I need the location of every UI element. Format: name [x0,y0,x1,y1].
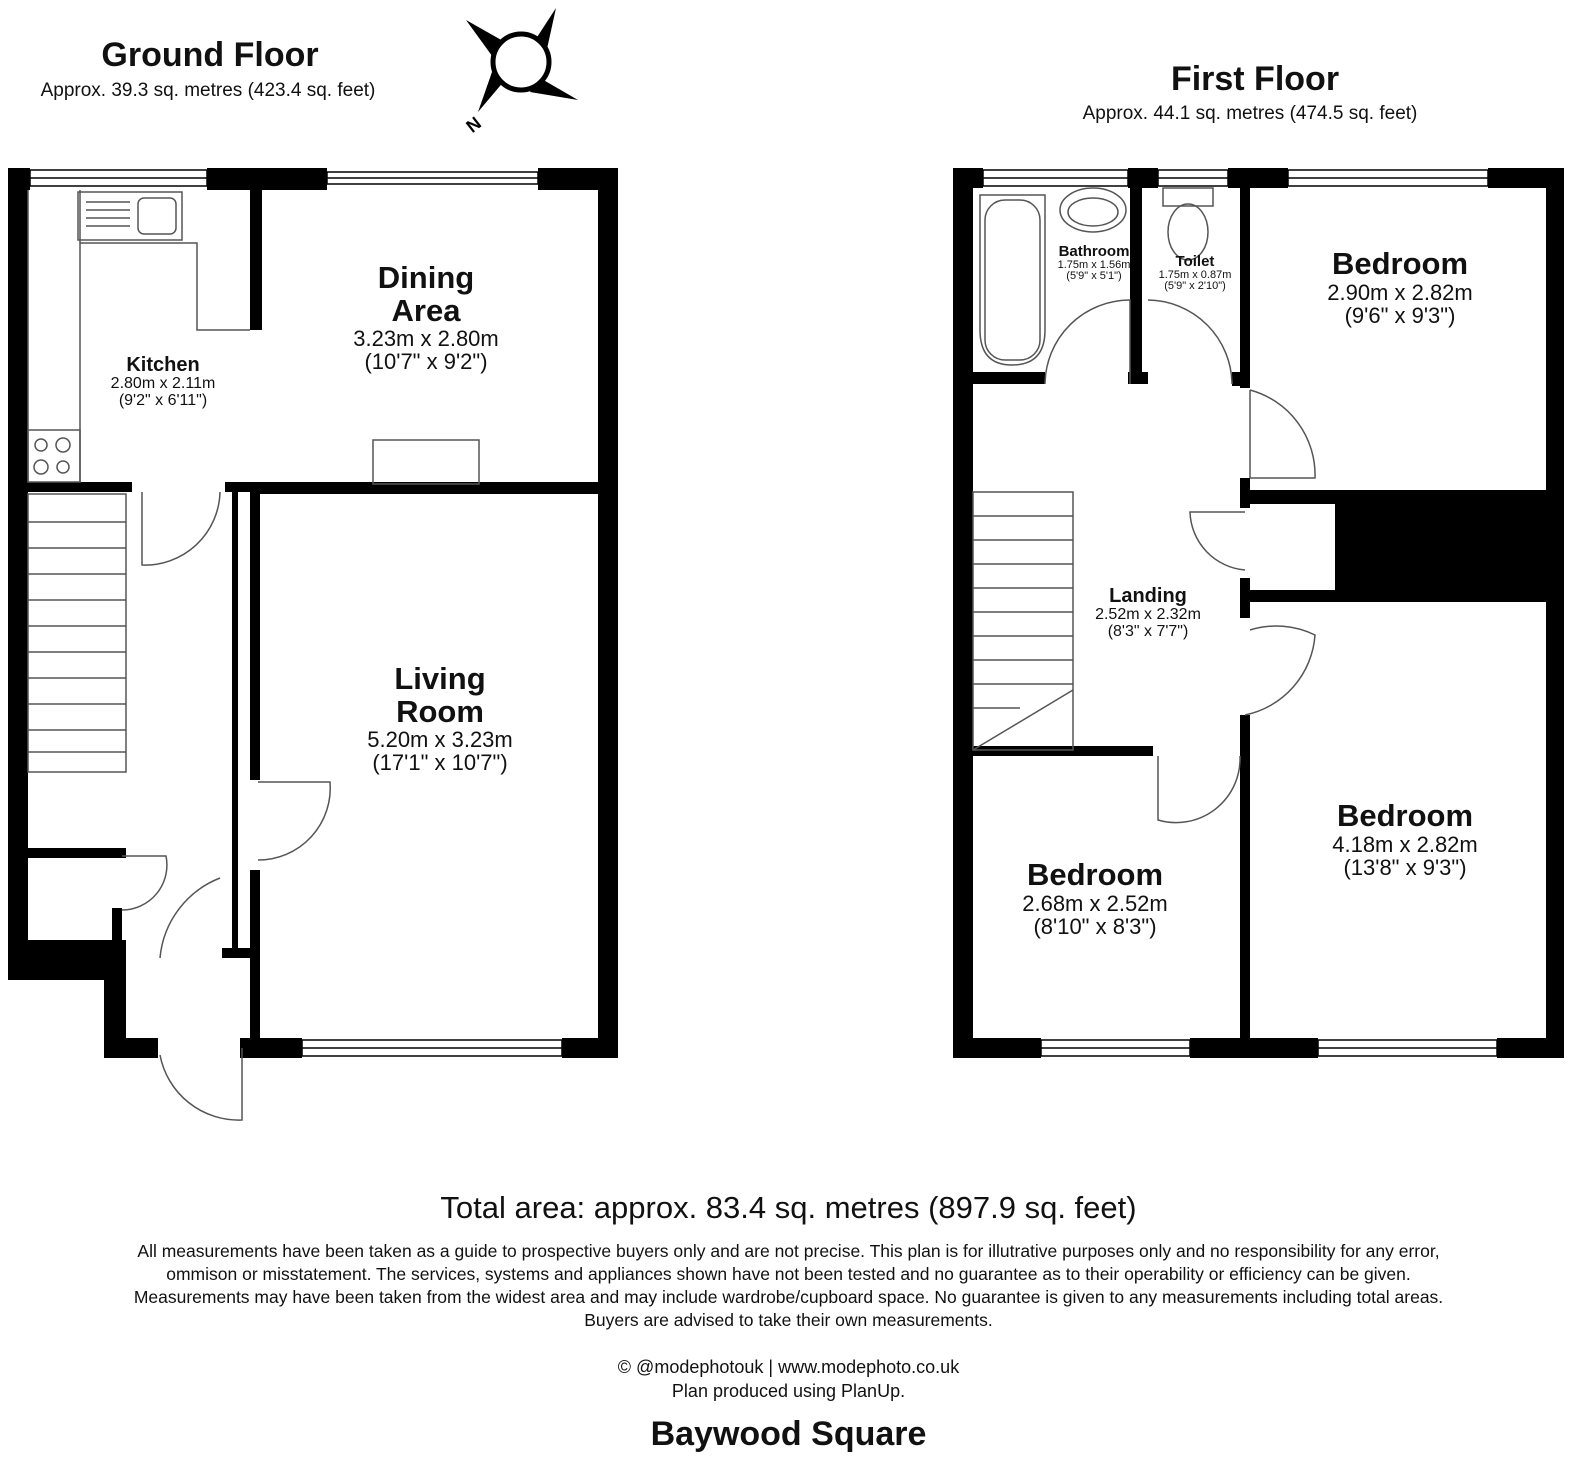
room-label-bedroom-top [1290,248,1510,327]
disclaimer-text: All measurements have been taken as a guide to prospective buyers only and are not precise. This plan is for illutrative purposes only and no responsibility for any error, ommison or misstatement. The services, systems and appliances shown have not been tested and no guarantee as to their operability or efficiency can be given. Measurements may have been taken from the widest area and may include wardrobe/cupboard space. No guarantee is given to any measurements including total areas. Buyers are advised to take their own measurements. [133,1241,1444,1330]
first-floor-fixtures [973,188,1315,823]
landing-imperial: (8'3" x 7'7") [1107,622,1189,640]
bedroom-top-name: Bedroom [1331,246,1469,281]
credit-line-1: © @modephotouk | www.modephoto.co.uk [617,1357,960,1377]
living-metric: 5.20m x 3.23m [367,727,513,753]
bedroom-left-metric: 2.68m x 2.52m [1022,890,1168,916]
room-label-dining-area [306,262,546,373]
first-floor-title: First Floor [1170,60,1340,98]
compass-north-label: N [462,112,486,137]
bathroom-imperial: (5'9" x 5'1") [1066,270,1122,283]
room-label-bedroom-left [985,859,1205,938]
room-label-living-room [320,663,560,774]
bathroom-metric: 1.75m x 1.56m [1057,258,1131,271]
compass-icon [462,8,578,137]
total-area: Total area: approx. 83.4 sq. metres (897.9 sq. feet) [440,1190,1137,1225]
bedroom-left-name: Bedroom [1026,857,1164,892]
bedroom-right-metric: 4.18m x 2.82m [1332,831,1478,857]
bedroom-left-imperial: (8'10" x 8'3") [1033,913,1157,939]
toilet-name: Toilet [1175,253,1215,270]
living-name-2: Room [396,693,484,729]
ground-floor-area: Approx. 39.3 sq. metres (423.4 sq. feet) [40,80,376,101]
toilet-imperial: (5'9" x 2'10") [1164,280,1226,293]
ground-floor-title: Ground Floor [101,36,319,74]
dining-name-2: Area [391,292,461,328]
landing-metric: 2.52m x 2.32m [1095,606,1201,623]
bedroom-right-name: Bedroom [1336,798,1474,833]
bedroom-top-metric: 2.90m x 2.82m [1327,279,1473,305]
first-floor-area: Approx. 44.1 sq. metres (474.5 sq. feet) [1082,103,1418,124]
kitchen-name: Kitchen [126,354,200,376]
living-imperial: (17'1" x 10'7") [372,750,508,776]
room-label-kitchen [88,355,238,410]
property-address: Baywood Square [650,1415,927,1453]
landing-name: Landing [1109,585,1187,607]
room-label-landing [1078,586,1218,641]
ground-stairs-treads [28,522,126,752]
first-stairs-treads [973,516,1073,750]
dining-metric: 3.23m x 2.80m [353,326,499,352]
dining-imperial: (10'7" x 9'2") [364,349,488,375]
room-label-bathroom [1046,244,1142,283]
living-name-1: Living [394,661,486,696]
bedroom-right-imperial: (13'8" x 9'3") [1343,854,1467,880]
dining-name-1: Dining [377,260,475,295]
toilet-metric: 1.75m x 0.87m [1158,268,1232,281]
room-label-toilet [1148,254,1242,293]
kitchen-metric: 2.80m x 2.11m [110,375,216,392]
bedroom-top-imperial: (9'6" x 9'3") [1344,302,1456,328]
kitchen-imperial: (9'2" x 6'11") [118,391,208,409]
room-label-bedroom-right [1295,800,1515,879]
bathroom-name: Bathroom [1058,243,1130,260]
credit-line-2: Plan produced using PlanUp. [671,1381,906,1401]
